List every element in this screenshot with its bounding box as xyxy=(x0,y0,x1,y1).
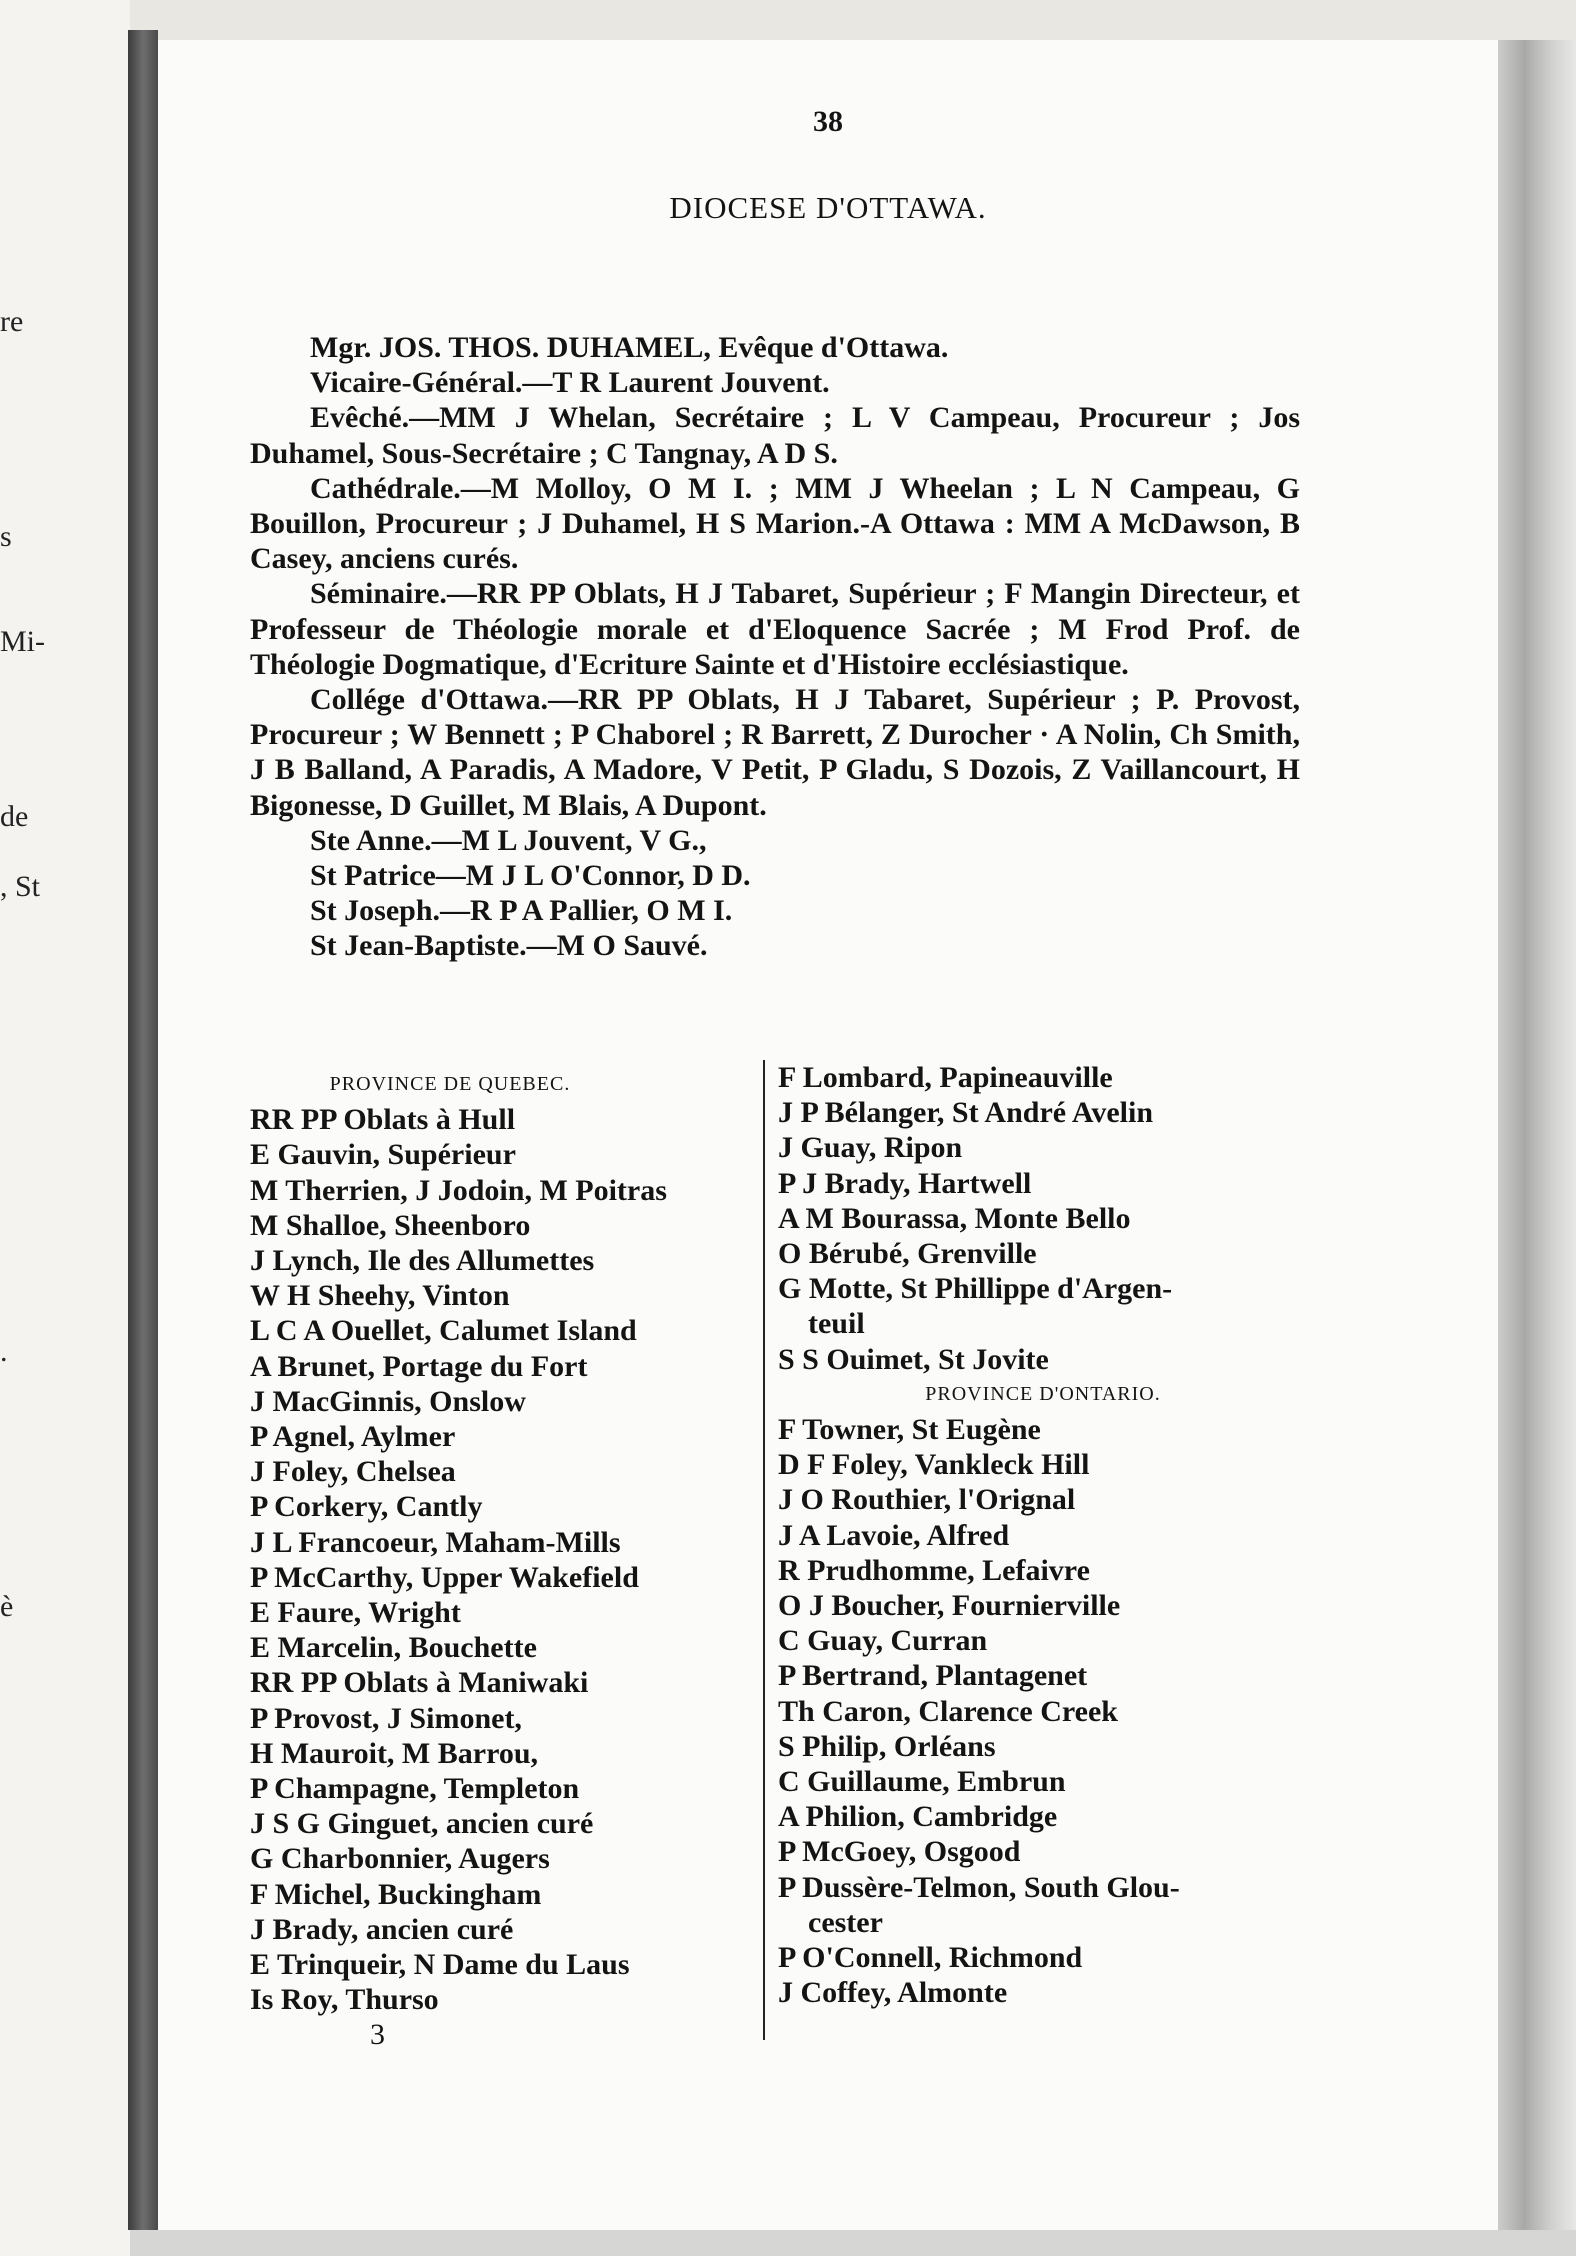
list-item: M Therrien, J Jodoin, M Poitras xyxy=(250,1173,667,1207)
quebec-heading: PROVINCE DE QUEBEC. xyxy=(329,1073,571,1095)
facing-page-fragment: de xyxy=(0,800,29,833)
list-item: E Trinqueir, N Dame du Laus xyxy=(250,1948,630,1982)
paragraph: Ste Anne.—M L Jouvent, V G., xyxy=(310,823,707,857)
list-item: J P Bélanger, St André Avelin xyxy=(778,1096,1154,1130)
list-item: E Marcelin, Bouchette xyxy=(250,1631,537,1665)
list-item: P J Brady, Hartwell xyxy=(778,1166,1032,1200)
facing-page-fragment: re xyxy=(0,305,24,338)
list-item: P Agnel, Aylmer xyxy=(250,1420,456,1454)
list-item: S Philip, Orléans xyxy=(778,1729,996,1763)
paragraph: St Joseph.—R P A Pallier, O M I. xyxy=(310,894,733,928)
list-item: Th Caron, Clarence Creek xyxy=(778,1694,1118,1728)
list-item: H Mauroit, M Barrou, xyxy=(250,1736,539,1770)
list-item: R Prudhomme, Lefaivre xyxy=(778,1553,1090,1587)
list-item: J MacGinnis, Onslow xyxy=(250,1384,526,1418)
list-item: G Motte, St Phillippe d'Argen- xyxy=(778,1272,1173,1306)
facing-page-fragment: s xyxy=(0,520,12,553)
paragraph: St Patrice—M J L O'Connor, D D. xyxy=(310,859,751,893)
paragraph: St Jean-Baptiste.—M O Sauvé. xyxy=(310,929,708,963)
list-item: J Coffey, Almonte xyxy=(778,1976,1008,2010)
list-item-continuation: cester xyxy=(808,1905,883,1939)
book-page xyxy=(158,40,1498,2230)
list-item: J Brady, ancien curé xyxy=(250,1912,514,1946)
list-item: W H Sheehy, Vinton xyxy=(250,1279,510,1313)
ontario-heading: PROVINCE D'ONTARIO. xyxy=(925,1382,1161,1405)
list-item: J O Routhier, l'Orignal xyxy=(778,1483,1076,1517)
facing-page-fragment: è xyxy=(0,1590,14,1623)
paragraph: Vicaire-Général.—T R Laurent Jouvent. xyxy=(310,366,830,400)
list-item: P Dussère-Telmon, South Glou- xyxy=(778,1870,1180,1904)
list-item: J L Francoeur, Maham-Mills xyxy=(250,1525,621,1559)
list-item: O J Boucher, Fournierville xyxy=(778,1589,1121,1623)
list-item: J A Lavoie, Alfred xyxy=(778,1518,1010,1552)
list-item: J Guay, Ripon xyxy=(778,1131,963,1165)
list-item: P Bertrand, Plantagenet xyxy=(778,1659,1088,1693)
list-item: P Provost, J Simonet, xyxy=(250,1701,522,1735)
list-item: C Guillaume, Embrun xyxy=(778,1765,1066,1799)
list-item: P McGoey, Osgood xyxy=(778,1835,1021,1869)
list-item: E Gauvin, Supérieur xyxy=(250,1138,516,1172)
list-item: P Corkery, Cantly xyxy=(250,1490,483,1524)
list-item: M Shalloe, Sheenboro xyxy=(250,1208,531,1242)
paragraph: Séminaire.—RR PP Oblats, H J Tabaret, Supérieur ; F Mangin Directeur, et Professeur de Théologie morale et d'Eloquence Sacrée ; M Frod Prof. de Théologie Dogmatique, d'Ecriture Sainte et d'Histoire ecclésiastique. xyxy=(250,577,1300,681)
list-item: O Bérubé, Grenville xyxy=(778,1237,1037,1271)
list-item: F Michel, Buckingham xyxy=(250,1877,542,1911)
facing-page xyxy=(0,0,130,2256)
paragraph: Mgr. JOS. THOS. DUHAMEL, Evêque d'Ottawa. xyxy=(310,331,949,364)
list-item: J S G Ginguet, ancien curé xyxy=(250,1807,594,1841)
list-item: J Foley, Chelsea xyxy=(250,1455,456,1489)
paragraph: Collége d'Ottawa.—RR PP Oblats, H J Tabaret, Supérieur ; P. Provost, Procureur ; W Bennett ; P Chaborel ; R Barrett, Z Durocher · A Nolin, Ch Smith, J B Balland, A Paradis, A Madore, V Petit, P Gladu, S Dozois, Z Vaillancourt, H Bigonesse, D Guillet, M Blais, A Dupont. xyxy=(250,683,1300,822)
list-item: S S Ouimet, St Jovite xyxy=(778,1342,1049,1376)
list-item: Is Roy, Thurso xyxy=(250,1983,439,2017)
list-item: P O'Connell, Richmond xyxy=(778,1941,1083,1975)
page-title: DIOCESE D'OTTAWA. xyxy=(669,190,987,225)
facing-page-fragment: . xyxy=(0,1335,8,1368)
list-item: E Faure, Wright xyxy=(250,1596,461,1630)
list-item: P McCarthy, Upper Wakefield xyxy=(250,1560,639,1594)
list-item: RR PP Oblats à Maniwaki xyxy=(250,1666,589,1700)
list-item: A Brunet, Portage du Fort xyxy=(250,1349,588,1383)
list-item: F Lombard, Papineauville xyxy=(778,1061,1113,1094)
list-item: C Guay, Curran xyxy=(778,1624,988,1658)
signature-mark: 3 xyxy=(370,2018,385,2052)
page-edge xyxy=(1490,40,1576,2256)
diocese-body xyxy=(250,330,1300,964)
page-bottom-edge xyxy=(130,2230,1576,2256)
list-item: F Towner, St Eugène xyxy=(778,1413,1041,1447)
list-item: P Champagne, Templeton xyxy=(250,1772,580,1806)
page-number: 38 xyxy=(813,105,843,138)
paragraph: Cathédrale.—M Molloy, O M I. ; MM J Wheelan ; L N Campeau, G Bouillon, Procureur ; J Duhamel, H S Marion.-A Ottawa : MM A McDawson, B Casey, anciens curés. xyxy=(250,471,1300,576)
list-item-continuation: teuil xyxy=(808,1307,865,1341)
facing-page-fragment: , St xyxy=(0,870,41,903)
list-item: A Philion, Cambridge xyxy=(778,1800,1058,1834)
quebec-column xyxy=(250,1067,770,2053)
list-item: L C A Ouellet, Calumet Island xyxy=(250,1314,637,1348)
list-item: A M Bourassa, Monte Bello xyxy=(778,1201,1131,1235)
list-item: D F Foley, Vankleck Hill xyxy=(778,1448,1090,1482)
book-gutter xyxy=(128,30,158,2230)
list-item: J Lynch, Ile des Allumettes xyxy=(250,1244,595,1278)
list-item: RR PP Oblats à Hull xyxy=(250,1103,516,1137)
right-column xyxy=(778,1060,1308,2010)
list-item: G Charbonnier, Augers xyxy=(250,1842,550,1876)
facing-page-fragment: Mi- xyxy=(0,625,45,658)
paragraph: Evêché.—MM J Whelan, Secrétaire ; L V Campeau, Procureur ; Jos Duhamel, Sous-Secrétaire ; C Tangnay, A D S. xyxy=(250,401,1300,470)
